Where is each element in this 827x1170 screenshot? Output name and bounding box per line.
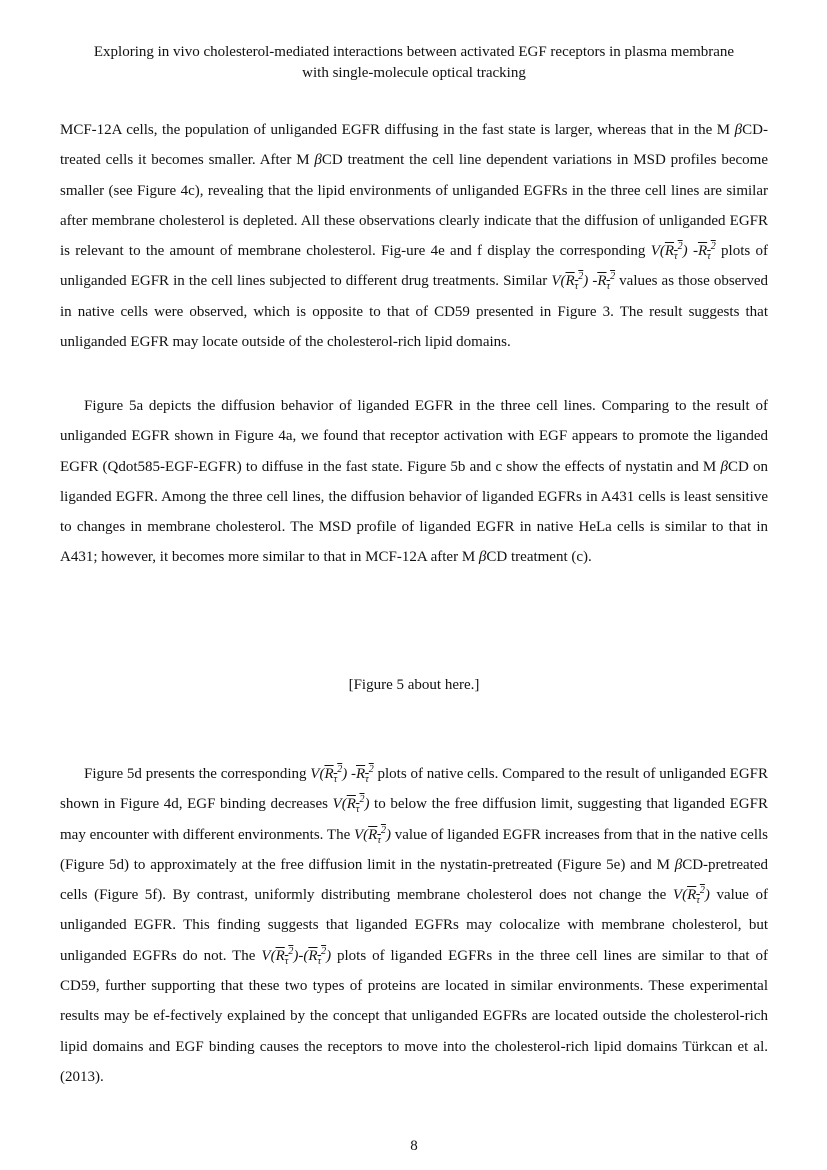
paragraph-2 [60,391,768,573]
p3-text-1: Figure 5d presents the corresponding [84,766,311,782]
p3-text-2: plots of native cells. Compared to the result of unliganded EGFR shown in Figure 4d, EGF binding decreases [60,766,768,813]
math-v-of-mean-r-squared: $V(R_\tau^2)$ [354,824,391,846]
beta-symbol: β [720,458,728,475]
math-v-of-mean-r-squared: $V(R_\tau^2)-(R_\tau^2)$ [261,945,332,967]
page-number: 8 [410,1138,418,1154]
p2-text-2: CD on liganded EGFR. Among the three cell lines, the diffusion behavior of liganded EGFRs in A431 cells is least sensitive to changes in membrane cholesterol. The MSD profile of liganded EGFR in native HeLa cells is similar to that in A431; however, it becomes more similar to that in MCF-12A after M [60,458,768,566]
running-head [60,42,768,84]
math-v-of-mean-r-squared: $V(R_\tau^2)$ [672,885,710,907]
p3-text-6: value of unliganded EGFR. This finding suggests that liganded EGFRs may colocalize with membrane cholesterol, but unliganded EGFRs do not. The [60,887,769,964]
paragraph-1 [60,115,768,357]
beta-symbol: β [314,152,322,169]
p2-text-1: Figure 5a depicts the diffusion behavior of liganded EGFR in the three cell lines. Comparing to the result of unliganded EGFR shown in Figure 4a, we found that receptor activation with EGF appears to promote the liganded EGFR (Qdot585-EGF-EGFR) to diffuse in the fast state. Figure 5b and c show the effects of nystatin and M [60,398,768,475]
paragraph-3 [60,759,768,1092]
p3-text-4: value of liganded EGFR increases from that in the native cells (Figure 5d) to approximately at the free diffusion limit in the nystatin-pretreated (Figure 5e) and M [60,826,768,873]
p1-text-5: values as those observed in native cells were observed, which is opposite to that of CD59 presented in Figure 3. The result suggests that unliganded EGFR may locate outside of the cholesterol-rich lipid domains. [60,273,768,351]
running-head-line-2: with single-molecule optical tracking [302,65,526,81]
p1-text-3: CD treatment the cell line dependent variations in MSD profiles become smaller (see Figure 4c), revealing that the lipid environments of unliganded EGFRs in the three cell lines are similar after membrane cholesterol is depleted. All these observations clearly indicate that the diffusion of unliganded EGFR is relevant to the amount of membrane cholesterol. Fig-ure 4e and f display the corresponding [60,152,768,260]
p1-text-4: plots of unliganded EGFR in the cell lines subjected to different drug treatments. Similar [60,243,769,290]
p3-text-7: plots of liganded EGFRs in the three cell lines are similar to that of CD59, further supporting that these two types of proteins are located in similar environments. These experimental results may be ef-fectively explained by the concept that unliganded EGFRs are located outside the cholesterol-rich lipid domains and EGF binding causes the receptors to move into the cholesterol-rich lipid domains Türkcan et al. (2013). [60,947,769,1085]
math-v-of-mean-r-squared: $V(R_\tau^2)$ [332,794,370,816]
p3-text-3: to below the free diffusion limit, suggesting that liganded EGFR may encounter with different environments. The [60,796,768,843]
p3-text-5: CD-pretreated cells (Figure 5f). By contrast, uniformly distributing membrane cholesterol does not change the [60,856,768,904]
p1-text-2: CD-treated cells it becomes smaller. After M [60,122,768,169]
beta-symbol: β [674,856,683,873]
p2-text-3: CD treatment (c). [486,549,592,566]
running-head-line-1: Exploring in vivo cholesterol-mediated interactions between activated EGF receptors in plasma membrane [93,44,735,60]
p1-text-1: MCF-12A cells, the population of unliganded EGFR diffusing in the fast state is larger, whereas that in the M [60,122,735,138]
beta-symbol: β [734,122,743,138]
beta-symbol: β [478,549,487,566]
math-v-of-mean-r-squared: $V(R_\tau^2)$ $-R_\tau^2$ [650,241,716,263]
math-v-of-mean-r-squared: $V(R_\tau^2)$ $-R_\tau^2$ [551,271,616,293]
figure-placeholder: [Figure 5 about here.] [348,677,480,693]
math-v-of-mean-r-squared: $V(R_\tau^2)$ $-R_\tau^2$ [310,764,374,785]
